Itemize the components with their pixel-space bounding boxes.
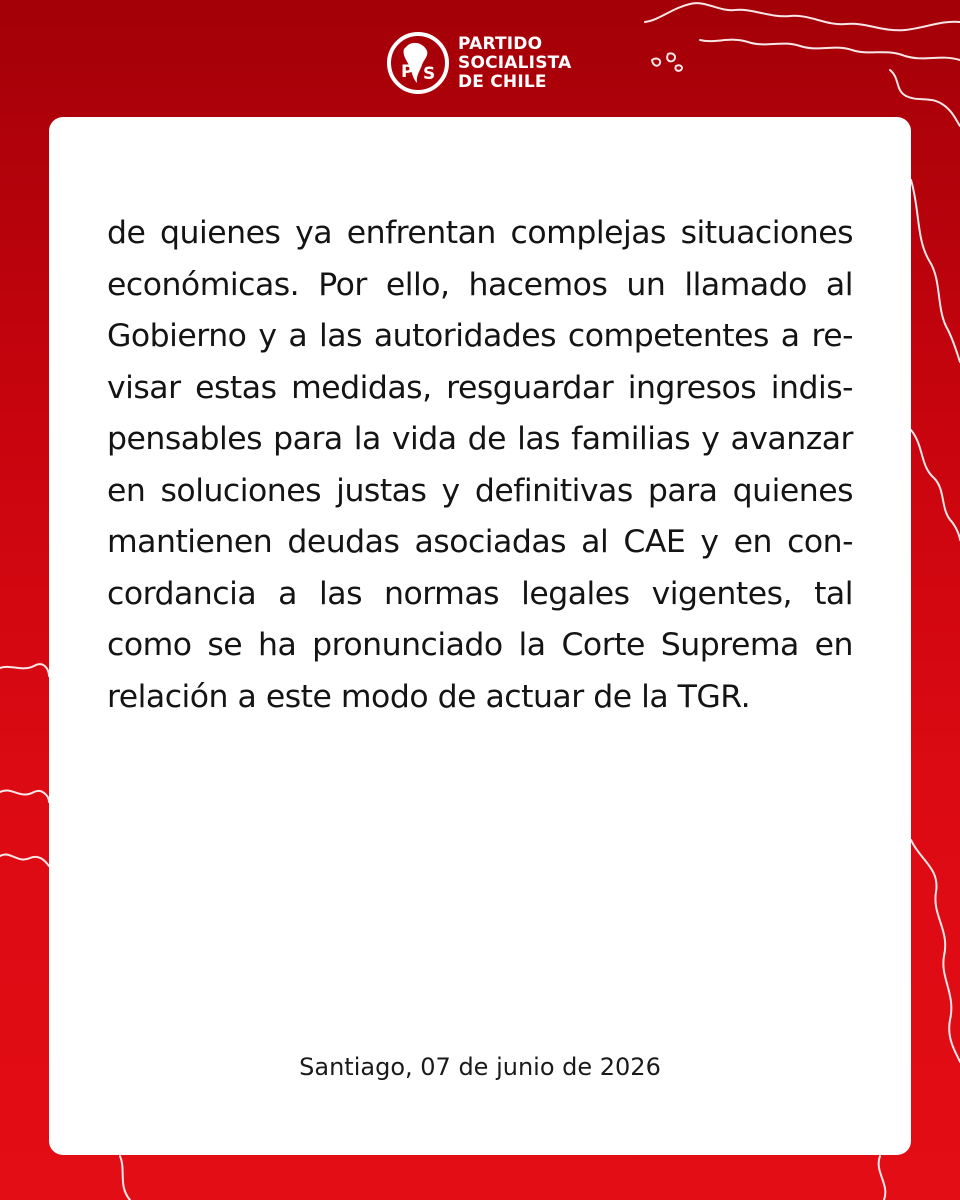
party-logo [386, 30, 572, 96]
map-coast-bottom-2 [879, 1156, 886, 1200]
party-name-line-2: SOCIALISTA [458, 52, 572, 73]
party-name-line-1: PARTIDO [458, 33, 543, 54]
map-island-1 [652, 59, 660, 66]
dateline: Santiago, 07 de junio de 2026 [299, 1053, 661, 1081]
ps-chile-continent-emblem-icon [386, 31, 450, 95]
map-island-3 [675, 65, 682, 70]
map-coast-right-2 [911, 180, 960, 362]
map-coast-right-3 [911, 430, 960, 540]
party-name-line-3: DE CHILE [458, 71, 547, 92]
map-island-2 [667, 53, 675, 61]
map-coast-left-3 [0, 854, 49, 866]
statement-card [49, 117, 911, 1155]
emblem-letter-p: P [401, 62, 414, 82]
statement-text: de quienes ya enfrentan complejas situaciones económicas. Por ello, hacemos un llamado al Gobierno y a las autoridades competentes a re-visar estas medidas, resguardar ingresos indis-pensables para la vida de las familias y avanzar en soluciones justas y definitivas para quienes mantienen deudas asociadas al CAE y en con-cordancia a las normas legales vigentes, tal como se ha pronunciado la Corte Suprema en relación a este modo de actuar de la TGR. [107, 215, 853, 715]
map-coast-top-right-2 [700, 40, 960, 60]
map-coast-bottom [120, 1156, 130, 1200]
map-coast-left-2 [0, 790, 49, 802]
map-coast-top-right [645, 3, 960, 30]
emblem-letter-s: S [423, 64, 436, 84]
party-name [458, 35, 572, 92]
map-coast-left-1 [0, 664, 49, 676]
map-coast-right-4 [911, 840, 960, 1062]
